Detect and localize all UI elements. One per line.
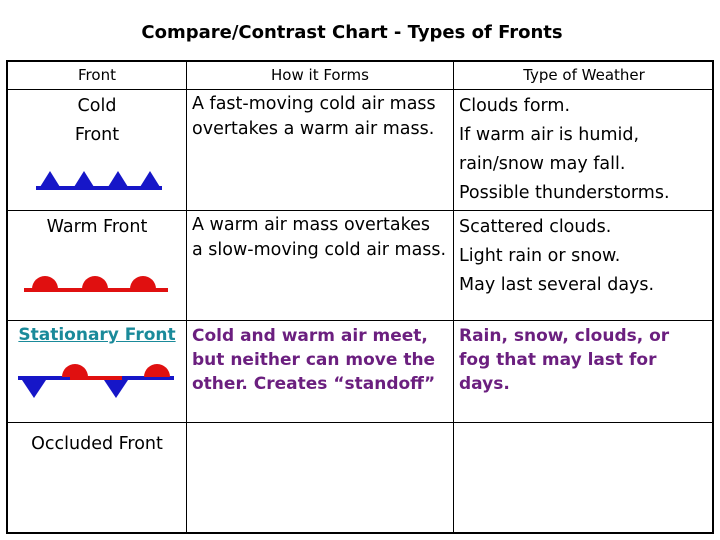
stationary-front-weather-line1: Rain, snow, clouds, or <box>459 326 670 346</box>
stationary-front-weather-line2: fog that may last for <box>459 350 657 370</box>
cold-front-symbol <box>36 167 164 191</box>
warm-front-how <box>192 213 452 263</box>
column-divider <box>186 62 187 532</box>
stationary-front-triangle <box>22 380 46 398</box>
header-front: Front <box>78 66 116 84</box>
cold-front-weather-line3: rain/snow may fall. <box>459 154 626 174</box>
row-divider <box>8 422 712 423</box>
chart-title: Compare/Contrast Chart - Types of Fronts <box>141 22 563 43</box>
stationary-front-how <box>192 324 452 396</box>
row-divider <box>8 89 712 90</box>
cold-front-how <box>192 92 452 142</box>
warm-front-semicircle <box>130 276 156 289</box>
cold-front-triangle <box>74 171 94 187</box>
cold-front-label-line2: Front <box>74 125 120 145</box>
stationary-front-how-line1: Cold and warm air meet, <box>192 326 428 346</box>
cold-front-triangle <box>108 171 128 187</box>
cold-front-how-line2: overtakes a warm air mass. <box>192 119 435 139</box>
stationary-front-link[interactable] <box>8 324 186 346</box>
warm-front-weather-line2: Light rain or snow. <box>459 246 621 266</box>
warm-front-semicircle <box>82 276 108 289</box>
warm-front-how-line2: a slow-moving cold air mass. <box>192 240 447 260</box>
warm-front-weather-line1: Scattered clouds. <box>459 217 612 237</box>
row-divider <box>8 210 712 211</box>
cold-front-weather-line4: Possible thunderstorms. <box>459 183 670 203</box>
cold-front-weather-line1: Clouds form. <box>459 96 571 116</box>
warm-front-label: Warm Front <box>46 217 148 237</box>
stationary-front-how-line3: other. Creates “standoff” <box>192 374 436 394</box>
stationary-front-symbol <box>18 354 176 404</box>
stationary-front-weather-line3: days. <box>459 374 510 394</box>
warm-front-weather-line3: May last several days. <box>459 275 655 295</box>
header-how-it-forms: How it Forms <box>271 66 369 84</box>
warm-front-semicircle <box>32 276 58 289</box>
stationary-front-semicircle <box>62 364 88 377</box>
cold-front-weather <box>459 92 715 208</box>
cold-front-triangle <box>140 171 160 187</box>
occluded-front-label: Occluded Front <box>31 434 163 454</box>
warm-front-how-line1: A warm air mass overtakes <box>192 215 430 235</box>
cold-front-weather-line2: If warm air is humid, <box>459 125 640 145</box>
warm-front-symbol <box>24 269 170 293</box>
compare-table <box>6 60 714 534</box>
occluded-front-how-empty <box>192 430 452 530</box>
occluded-front-weather-empty <box>459 430 715 530</box>
row-divider <box>8 320 712 321</box>
column-divider <box>453 62 454 532</box>
cold-front-label-line1: Cold <box>77 96 117 116</box>
stationary-front-triangle <box>104 380 128 398</box>
stationary-front-how-line2: but neither can move the <box>192 350 436 370</box>
stationary-front-link-text[interactable]: Stationary Front <box>18 325 176 345</box>
stationary-front-semicircle <box>144 364 170 377</box>
cold-front-triangle <box>40 171 60 187</box>
cold-front-how-line1: A fast-moving cold air mass <box>192 94 436 114</box>
warm-front-weather <box>459 213 715 300</box>
header-type-of-weather: Type of Weather <box>523 66 645 84</box>
cold-front-label <box>8 92 186 150</box>
stationary-front-weather <box>459 324 715 396</box>
